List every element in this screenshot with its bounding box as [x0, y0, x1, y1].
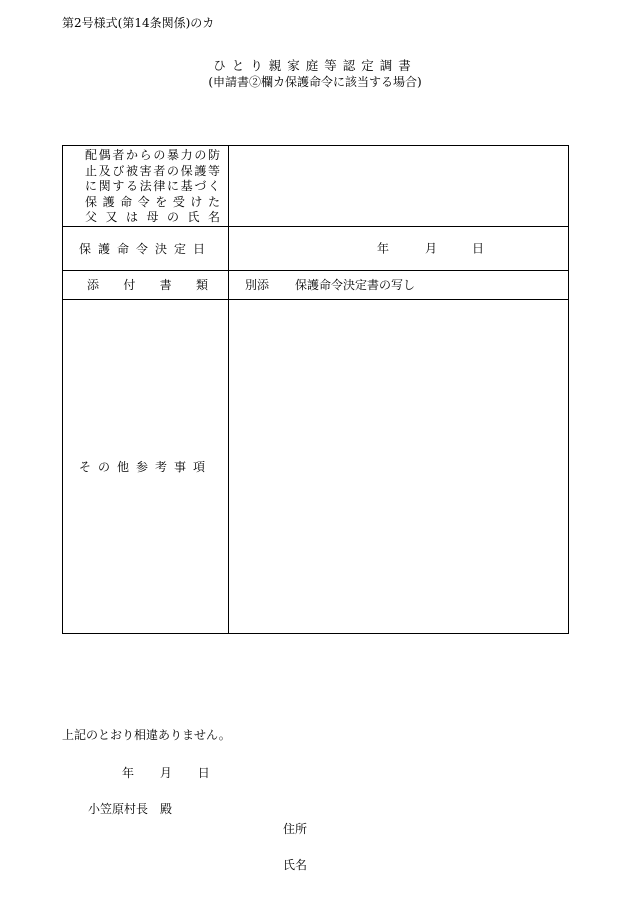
table-row-attachments: [63, 270, 569, 299]
name-label: 氏名: [283, 858, 308, 872]
label-line: 保護命令を受けた: [85, 194, 220, 209]
certification-table: [62, 145, 569, 634]
label-char: 付: [123, 278, 136, 292]
form-number: 第2号様式(第14条関係)のカ: [62, 16, 215, 30]
signature-date[interactable]: [122, 764, 232, 781]
parent-name-label: [63, 146, 229, 227]
sign-day-label: 日: [197, 766, 210, 780]
address-label: 住所: [283, 822, 308, 836]
table-row-decision-date: [63, 226, 569, 270]
confirmation-statement: 上記のとおり相違ありません。: [62, 728, 231, 742]
label-line: に関する法律に基づく: [85, 179, 220, 193]
label-line: 配偶者からの暴力の防: [85, 148, 220, 162]
document-subtitle: (申請書②欄カ保護命令に該当する場合): [208, 75, 422, 89]
attachments-field: [229, 270, 569, 299]
attachment-text: 保護命令決定書の写し: [295, 278, 416, 292]
attachments-label: [63, 270, 229, 299]
year-label: 年: [377, 241, 390, 256]
label-char: 添: [87, 278, 100, 292]
label-char: 類: [195, 278, 208, 292]
label-line: 父又は母の氏名: [85, 210, 220, 224]
notes-label: その他参考事項: [63, 299, 229, 633]
addressee: 小笠原村長 殿: [88, 802, 173, 816]
parent-name-field[interactable]: [229, 146, 569, 227]
table-row-parent-name: [63, 146, 569, 227]
decision-date-label: 保護命令決定日: [63, 226, 229, 270]
sign-month-label: 月: [159, 766, 172, 780]
attachment-prefix: 別添: [245, 278, 270, 292]
month-label: 月: [425, 241, 438, 256]
day-label: 日: [472, 241, 485, 256]
document-title: ひとり親家庭等認定調書: [213, 58, 417, 73]
label-char: 書: [159, 278, 172, 292]
label-line: 止及び被害者の保護等: [85, 163, 220, 178]
table-row-notes: [63, 299, 569, 633]
notes-field[interactable]: [229, 299, 569, 633]
decision-date-field[interactable]: [229, 226, 569, 270]
sign-year-label: 年: [122, 766, 135, 780]
